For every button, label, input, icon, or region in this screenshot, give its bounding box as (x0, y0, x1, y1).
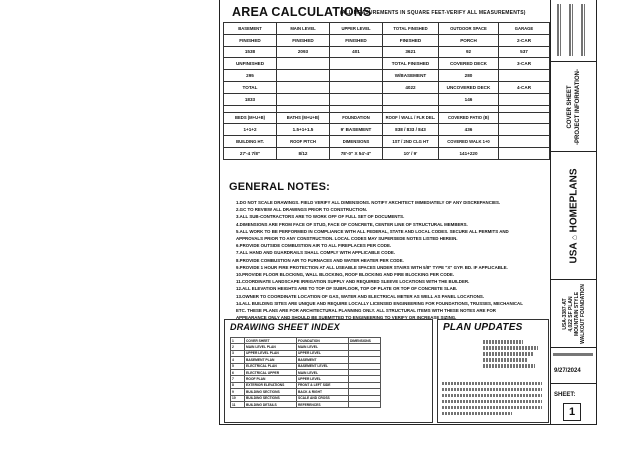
general-note: 1.DO NOT SCALE DRAWINGS. FIELD VERIFY ALL DIMENSIONS. NOTIFY ARCHITECT IMMEDIATELY OF ANY DISCREPANCIES. (236, 200, 501, 205)
index-cell: FRONT & LEFT SIDE (297, 382, 349, 388)
area-cell: 4022 (383, 81, 439, 93)
area-cell: 1833 (224, 93, 277, 105)
area-calculations-note: (ALL MEASUREMENTS IN SQUARE FEET-VERIFY ALL MEASUREMENTS) (340, 10, 526, 16)
area-cell: 295 (224, 70, 277, 82)
disclaimer-line (442, 406, 542, 409)
index-cell: ROOF PLAN (245, 376, 297, 382)
index-cell: MAIN LEVEL (297, 369, 349, 375)
update-line (483, 340, 523, 344)
area-cell: UPPER LEVEL (330, 23, 383, 35)
area-cell: BASEMENT (224, 23, 277, 35)
area-table (223, 22, 550, 160)
index-cell: SCALE AND CROSS (297, 395, 349, 401)
area-cell: GARAGE (499, 23, 550, 35)
area-cell (330, 93, 383, 105)
area-cell (330, 70, 383, 82)
index-cell: ELECTRICAL UPPER (245, 369, 297, 375)
revision-text (581, 4, 585, 56)
area-cell: UNCOVERED DECK (439, 81, 499, 93)
area-row (224, 81, 550, 93)
general-note: 13.OWNER TO COORDINATE LOCATION OF GAS, WATER AND ELECTRICAL METER AS WELL AS PANEL LOCATIONS. (236, 293, 485, 299)
area-cell: UNFINISHED (224, 58, 277, 70)
disclaimer-line (442, 400, 542, 403)
area-cell: 280 (439, 70, 499, 82)
index-cell: 2 (231, 344, 245, 350)
revision-text (557, 4, 561, 56)
area-cell (383, 105, 439, 112)
area-cell: FINISHED (383, 34, 439, 46)
update-line (483, 352, 533, 356)
plan-info (562, 284, 586, 344)
area-cell: FINISHED (330, 34, 383, 46)
area-cell (277, 105, 330, 112)
cover-sheet-label (566, 69, 582, 145)
index-cell: COVER SHEET (245, 338, 297, 344)
index-cell: BUILDING SECTIONS (245, 389, 297, 395)
area-cell: TOTAL FINISHED (383, 58, 439, 70)
index-cell: 4 (231, 357, 245, 363)
area-cell: 1ST / 2ND CLG HT (383, 136, 439, 148)
index-cell: BASEMENT LEVEL (297, 363, 349, 369)
general-notes-title: GENERAL NOTES: (229, 181, 330, 193)
area-cell: TOTAL FINISHED (383, 23, 439, 35)
plan-info-block (551, 280, 597, 348)
general-note: ETC. THESE PLANS ARE FOR ARCHITECTURAL PLANNING ONLY. ALL STRUCTURAL ITEMS WITH THESE NOTES ARE FOR (236, 308, 496, 314)
area-cell: FOUNDATION (330, 112, 383, 124)
plan-sqft: 4,022 SF PLAN (568, 295, 574, 332)
area-cell: FINISHED (277, 34, 330, 46)
area-cell (383, 93, 439, 105)
area-cell: FINISHED (224, 34, 277, 46)
area-cell (330, 105, 383, 112)
revision-block (551, 0, 597, 62)
area-cell: 9' BASEMENT (330, 124, 383, 136)
area-cell: COVERED DECK (439, 58, 499, 70)
area-cell: 146 (439, 93, 499, 105)
general-note: 12.ALL ELEVATION HEIGHTS ARE TO TOP OF SUBFLOOR, TOP OF PLATE OR TOP OF CONCRETE SLAB. (236, 286, 458, 292)
disclaimer-line (442, 382, 542, 385)
sheet-label: SHEET: (554, 392, 576, 398)
general-note: 11.COORDINATE LANDSCAPE IRRIGATION SUPPLY AND REQUIRED SLEEVE LOCATIONS WITH THE BUILDER. (236, 279, 470, 285)
area-cell: PORCH (439, 34, 499, 46)
index-cell: DIMENSIONS (349, 338, 381, 344)
area-row (224, 105, 550, 112)
index-cell: REFERENCES (297, 401, 349, 407)
area-cell (499, 70, 550, 82)
general-note: 8.PROVIDE COMBUSTION AIR TO FURNACES AND WATER HEATER PER CODE. (236, 257, 404, 263)
general-note: 7.ALL HAND AND GUARDRAILS SHALL COMPLY WITH APPLICABLE CODE. (236, 250, 396, 256)
area-cell: TOTAL (224, 81, 277, 93)
general-note: 14.ALL BUILDING SITES ARE UNIQUE AND REQUIRE LOCALLY LICENSED ENGINEERING FOR FOUNDATIONS, TRUSSES, MECHANICAL (236, 300, 523, 306)
area-row (224, 58, 550, 70)
disclaimer-line (442, 388, 542, 391)
index-cell: UPPER LEVEL (297, 376, 349, 382)
area-row (224, 147, 550, 159)
plan-date: 9/27/2024 (554, 368, 581, 374)
area-cell: 141+220 (439, 147, 499, 159)
area-cell (277, 70, 330, 82)
index-cell: BUILDING SECTIONS (245, 395, 297, 401)
revision-text (569, 4, 573, 56)
area-cell: 401 (330, 46, 383, 58)
drawing-index-box (224, 319, 433, 423)
update-line (483, 346, 538, 350)
area-cell: BATHS (M+U+B) (277, 112, 330, 124)
area-cell: ROOF / WALL / FLR DEL. (383, 112, 439, 124)
area-cell (499, 93, 550, 105)
area-cell (330, 58, 383, 70)
index-cell: UPPER LEVEL PLAN (245, 350, 297, 356)
index-cell: UPPER LEVEL (297, 350, 349, 356)
area-cell: 1.5+1+1.5 (277, 124, 330, 136)
area-cell: BUILDING HT. (224, 136, 277, 148)
area-cell: 1538 (224, 46, 277, 58)
index-cell: EXTERIOR ELEVATIONS (245, 382, 297, 388)
brand-logo (569, 168, 580, 263)
drawing-index-table (230, 337, 381, 408)
plan-updates-box (437, 319, 549, 423)
house-icon: ⌂ (569, 234, 579, 240)
title-block (550, 0, 597, 425)
area-cell (439, 105, 499, 112)
brand-block (551, 152, 597, 280)
plan-style: MOUNTAIN STYLE (574, 291, 580, 336)
sheet-number-block (551, 384, 597, 425)
index-cell: 11 (231, 401, 245, 407)
area-cell: ROOF PITCH (277, 136, 330, 148)
disclaimer-line (442, 394, 542, 397)
area-cell (277, 81, 330, 93)
date-label (553, 353, 593, 356)
area-row (224, 34, 550, 46)
general-note: 9.PROVIDE 1 HOUR FIRE PROTECTION AT ALL USEABLE SPACES UNDER STAIRS WITH 5/8" TYPE "X" GYP. BD. IF APPLICABLE. (236, 264, 508, 270)
general-notes-list (236, 199, 548, 321)
area-cell (499, 112, 550, 124)
area-cell: 3-CAR (499, 58, 550, 70)
index-cell: BASEMENT PLAN (245, 357, 297, 363)
area-row (224, 112, 550, 124)
area-cell: DIMENSIONS (330, 136, 383, 148)
area-row (224, 136, 550, 148)
drawing-index-title: DRAWING SHEET INDEX (230, 322, 340, 332)
update-line (483, 358, 528, 362)
sheet-number: 1 (563, 403, 581, 421)
index-cell: MAIN LEVEL PLAN (245, 344, 297, 350)
general-note: 3.ALL SUB-CONTRACTORS ARE TO WORK OFF OF FULL SET OF DOCUMENTS. (236, 214, 405, 220)
general-note: 4.DIMENSIONS ARE FROM FACE OF STUD, FACE OF CONCRETE, CENTER LINE OF STRUCTURAL MEMBERS. (236, 221, 468, 227)
area-cell: 1+1+2 (224, 124, 277, 136)
index-cell: BACK & RIGHT (297, 389, 349, 395)
area-cell: COVERED PATIO (B) (439, 112, 499, 124)
index-cell: 5 (231, 363, 245, 369)
area-row (224, 93, 550, 105)
area-cell (277, 93, 330, 105)
area-cell: COVERED WALK 1+0 (439, 136, 499, 148)
general-note: APPEARANCE ONLY AND SHOULD BE SUBMITTED TO ENGINEERING TO VERIFY OR INCREASE SIZING. (236, 315, 457, 321)
index-cell: 10 (231, 395, 245, 401)
index-cell: BUILDING DETAILS (245, 401, 297, 407)
index-cell: 9 (231, 389, 245, 395)
area-cell: W/BASEMENT (383, 70, 439, 82)
general-note: APPROVALS PRIOR TO ANY CONSTRUCTION. LOCAL CODES MAY SUPERSEDE NOTES LISTED HEREIN. (236, 236, 458, 242)
plan-number: USA-3387-AT (562, 297, 568, 330)
area-cell (224, 105, 277, 112)
area-cell: 78'-0" X 54'-4" (330, 147, 383, 159)
area-cell: 10' / 9' (383, 147, 439, 159)
area-cell: 436 (439, 124, 499, 136)
general-note: 6.PROVIDE OUTSIDE COMBUSTION AIR TO ALL FIREPLACES PER CODE. (236, 243, 392, 249)
index-cell: 1 (231, 338, 245, 344)
area-cell: 4-CAR (499, 81, 550, 93)
index-cell: 7 (231, 376, 245, 382)
area-cell: 8/12 (277, 147, 330, 159)
area-cell: 537 (499, 46, 550, 58)
area-cell (499, 147, 550, 159)
area-cell (277, 58, 330, 70)
index-cell: BASEMENT (297, 357, 349, 363)
general-note: 2.GC TO REVIEW ALL DRAWINGS PRIOR TO CONSTRUCTION. (236, 207, 368, 213)
area-cell: 2-CAR (499, 34, 550, 46)
area-cell (499, 124, 550, 136)
area-cell: BEDS (M+U+B) (224, 112, 277, 124)
index-cell (349, 401, 381, 407)
index-cell: MAIN LEVEL (297, 344, 349, 350)
index-row (231, 401, 381, 407)
project-information: -PROJECT INFORMATION- (575, 68, 581, 145)
index-cell: 8 (231, 382, 245, 388)
date-block (551, 348, 597, 384)
area-cell: 2093 (277, 46, 330, 58)
plan-foundation: WALKOUT FOUNDATION (580, 283, 586, 344)
area-cell: 3621 (383, 46, 439, 58)
area-cell (499, 105, 550, 112)
plan-updates-title: PLAN UPDATES (443, 322, 523, 333)
brand-prefix: USA (568, 242, 580, 264)
update-line (483, 364, 535, 368)
general-note: 10.PROVIDE FLOOR BLOCKING, WALL BLOCKING, ROOF BLOCKING AND FIRE BLOCKING PER CODE. (236, 272, 455, 278)
area-row (224, 23, 550, 35)
area-cell: 92 (439, 46, 499, 58)
general-note: 5.ALL WORK TO BE PERFORMED IN COMPLIANCE WITH ALL FEDERAL, STATE AND LOCAL CODES. SECURE ALL PERMITS AND (236, 228, 509, 234)
area-row (224, 46, 550, 58)
area-cell (330, 81, 383, 93)
cover-title: COVER SHEET (567, 84, 573, 129)
area-cell: 838 / 833 / 843 (383, 124, 439, 136)
area-row (224, 124, 550, 136)
index-cell: ELECTRICAL PLAN (245, 363, 297, 369)
disclaimer-line (442, 412, 512, 415)
index-cell: 3 (231, 350, 245, 356)
area-cell (499, 136, 550, 148)
area-row (224, 70, 550, 82)
area-calculations-title: AREA CALCULATIONS (232, 5, 372, 19)
brand-name: HOMEPLANS (568, 167, 580, 232)
cover-sheet-block (551, 62, 597, 152)
area-cell: MAIN LEVEL (277, 23, 330, 35)
area-cell: 27'-4 7/8" (224, 147, 277, 159)
index-cell: FOUNDATION (297, 338, 349, 344)
area-cell: OUTDOOR SPACE (439, 23, 499, 35)
index-cell: 6 (231, 369, 245, 375)
